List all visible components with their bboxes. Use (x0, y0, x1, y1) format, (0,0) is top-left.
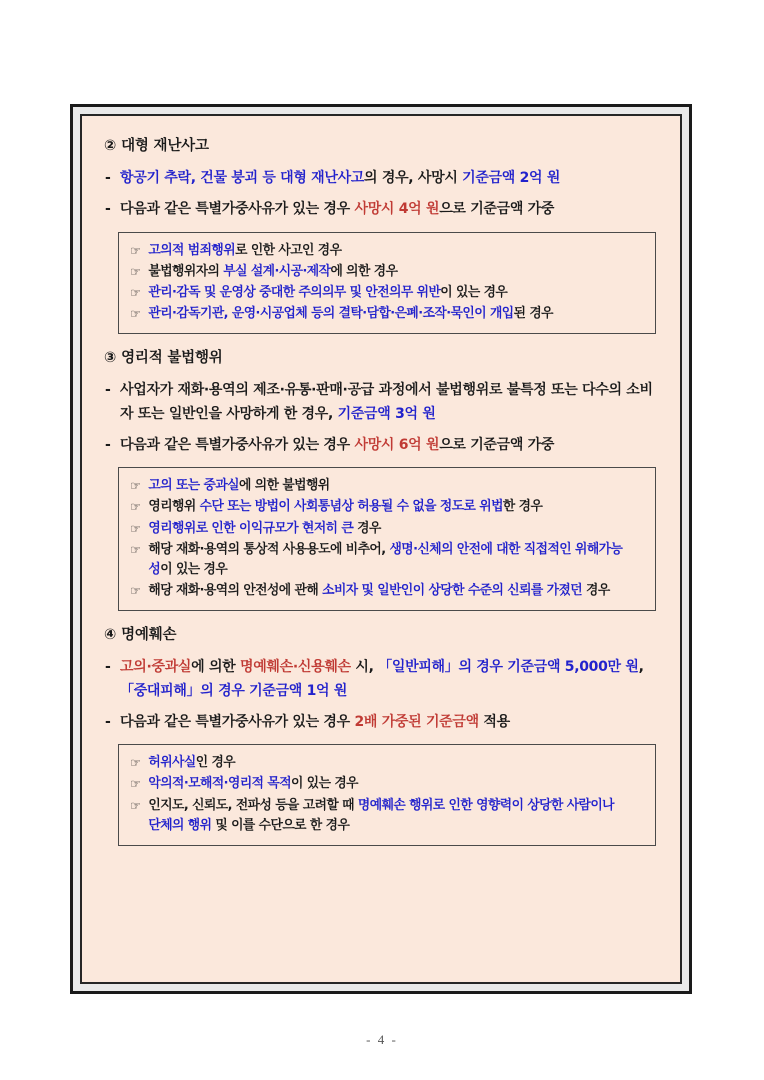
text-run: 해당 재화·용역의 통상적 사용용도에 비추어, (148, 541, 390, 557)
text-run: 고의적 범죄행위 (148, 242, 236, 258)
text-run: 「일반피해」의 경우 기준금액 5,000만 원 (378, 659, 639, 676)
text-run: 된 경우 (513, 305, 553, 321)
aggravating-factor-item (129, 241, 630, 261)
text-run: 인 경우 (195, 755, 236, 771)
aggravating-factor-item (129, 497, 630, 517)
text-run: 사업자가 재화·용역의 제조·유통·판매·공급 과정에서 불법행위로 불특정 또는 다수의 소비자 또는 일반인을 사망하게 한 경우, (120, 382, 653, 423)
text-run: 수단 또는 방법이 사회통념상 허용될 수 없을 정도로 위법 (199, 499, 503, 515)
text-run: 2배 가중된 기준금액 (354, 714, 479, 731)
text-run: 해당 재화·용역의 안전성에 관해 (148, 582, 323, 598)
pointing-hand-icon: ☞ (129, 478, 141, 494)
aggravating-factors-box (118, 467, 656, 610)
text-run: 관리·감독기관, 운영·시공업체 등의 결탁·담합·은폐·조작·묵인이 개입 (148, 305, 514, 321)
section-heading (104, 350, 664, 367)
bullet-dash: - (105, 382, 111, 399)
aggravating-factor-item (129, 796, 630, 836)
text-run: 명예훼손·신용훼손 (239, 659, 351, 676)
text-run: 고의·중과실 (120, 659, 192, 676)
bullet-dash: - (105, 201, 111, 218)
text-run: 다음과 같은 특별가중사유가 있는 경우 (120, 437, 355, 454)
text-run: 사망시 4억 원 (354, 201, 440, 218)
text-run: 이 있는 경우 (291, 776, 358, 792)
pointing-hand-icon: ☞ (129, 242, 141, 258)
text-run: 적용 (478, 714, 510, 731)
bullet-dash: - (105, 170, 111, 187)
text-run: 다음과 같은 특별가중사유가 있는 경우 (120, 714, 355, 731)
text-run: 경우 (582, 582, 610, 598)
text-run: 부실 설계·시공·제작 (223, 263, 331, 279)
pointing-hand-icon: ☞ (129, 797, 141, 813)
text-run: 이 있는 경우 (160, 561, 228, 577)
sections-container (98, 138, 664, 846)
aggravating-factor-item (129, 262, 630, 282)
document-section (98, 627, 664, 846)
text-run: 불법행위 (282, 478, 330, 494)
aggravating-factors-box (118, 232, 656, 334)
text-run: 불법행위자의 (148, 263, 224, 279)
section-title: 명예훼손 (121, 626, 177, 643)
section-bullet (98, 710, 664, 734)
text-run: 항공기 추락, 건물 붕괴 등 대형 재난사고 (120, 170, 365, 187)
pointing-hand-icon: ☞ (129, 263, 141, 279)
pointing-hand-icon: ☞ (129, 499, 141, 515)
pointing-hand-icon: ☞ (129, 520, 141, 536)
text-run: 으로 기준금액 가중 (439, 201, 555, 218)
pointing-hand-icon: ☞ (129, 755, 141, 771)
pointing-hand-icon: ☞ (129, 776, 141, 792)
text-run: 명예훼손 행위로 인한 영향력이 상당한 사람이나 단체의 행위 (148, 797, 615, 833)
text-run: 사망시 6억 원 (354, 437, 440, 454)
text-run: 경우 (353, 520, 381, 536)
aggravating-factors-box (118, 744, 656, 845)
text-run: 시, (350, 659, 379, 676)
text-run: 으로 기준금액 가중 (439, 437, 555, 454)
section-bullet (98, 197, 664, 221)
section-title: 대형 재난사고 (121, 138, 209, 154)
text-run: 소비자 및 일반인이 상당한 수준의 신뢰를 가졌던 (322, 582, 583, 598)
pointing-hand-icon: ☞ (129, 305, 141, 321)
text-run: 인지도, 신뢰도, 전파성 등을 고려할 때 (148, 797, 358, 813)
section-marker: ④ (104, 626, 117, 643)
text-run: 기준금액 2억 원 (462, 170, 561, 187)
section-heading (104, 138, 664, 155)
aggravating-factor-item (129, 540, 630, 580)
text-run: 관리·감독 및 운영상 중대한 주의의무 및 안전의무 위반 (148, 284, 441, 300)
text-run: 한 경우 (502, 499, 543, 515)
aggravating-factor-item (129, 774, 630, 794)
text-run: 영리행위 (148, 499, 200, 515)
text-run: 및 이를 수단으로 한 경우 (211, 817, 350, 833)
text-run: 에 의한 (191, 659, 240, 676)
bullet-dash: - (105, 714, 111, 731)
bullet-dash: - (105, 659, 111, 676)
page-frame (70, 104, 692, 994)
text-run: 에 의한 (239, 478, 283, 494)
pointing-hand-icon: ☞ (129, 582, 141, 598)
text-run: 이 있는 경우 (440, 284, 508, 300)
aggravating-factor-item (129, 283, 630, 303)
aggravating-factor-item (129, 581, 630, 601)
section-bullet (98, 378, 664, 426)
section-marker: ② (104, 138, 117, 154)
text-run: 생명·신체의 안전에 대한 직접적인 위해가능성 (148, 541, 623, 577)
text-run: 기준금액 3억 원 (337, 406, 436, 423)
aggravating-factor-item (129, 753, 630, 773)
page-number: - 4 - (366, 1032, 398, 1047)
aggravating-factor-item (129, 304, 630, 324)
text-run: 허위사실 (148, 755, 196, 771)
text-run: 에 의한 경우 (330, 263, 398, 279)
document-section (98, 138, 664, 334)
bullet-dash: - (105, 437, 111, 454)
section-title: 영리적 불법행위 (121, 349, 223, 366)
text-run: 고의 또는 중과실 (148, 478, 240, 494)
text-run: 영리행위로 인한 이익규모가 현저히 큰 (148, 520, 354, 536)
text-run: 악의적·모해적·영리적 목적 (148, 776, 292, 792)
aggravating-factor-item (129, 476, 630, 496)
text-run: 「중대피해」의 경우 기준금액 1억 원 (120, 683, 348, 700)
section-marker: ③ (104, 349, 117, 366)
section-bullet (98, 655, 664, 703)
section-heading (104, 627, 664, 644)
text-run: 다음과 같은 특별가중사유가 있는 경우 (120, 201, 355, 218)
section-bullet (98, 166, 664, 190)
text-run: 의 경우, 사망시 (364, 170, 463, 187)
page-content-area (80, 114, 682, 984)
text-run: , (638, 659, 644, 676)
document-section (98, 350, 664, 611)
section-bullet (98, 433, 664, 457)
pointing-hand-icon: ☞ (129, 284, 141, 300)
text-run: 로 인한 사고인 경우 (235, 242, 342, 258)
pointing-hand-icon: ☞ (129, 541, 141, 557)
aggravating-factor-item (129, 519, 630, 539)
